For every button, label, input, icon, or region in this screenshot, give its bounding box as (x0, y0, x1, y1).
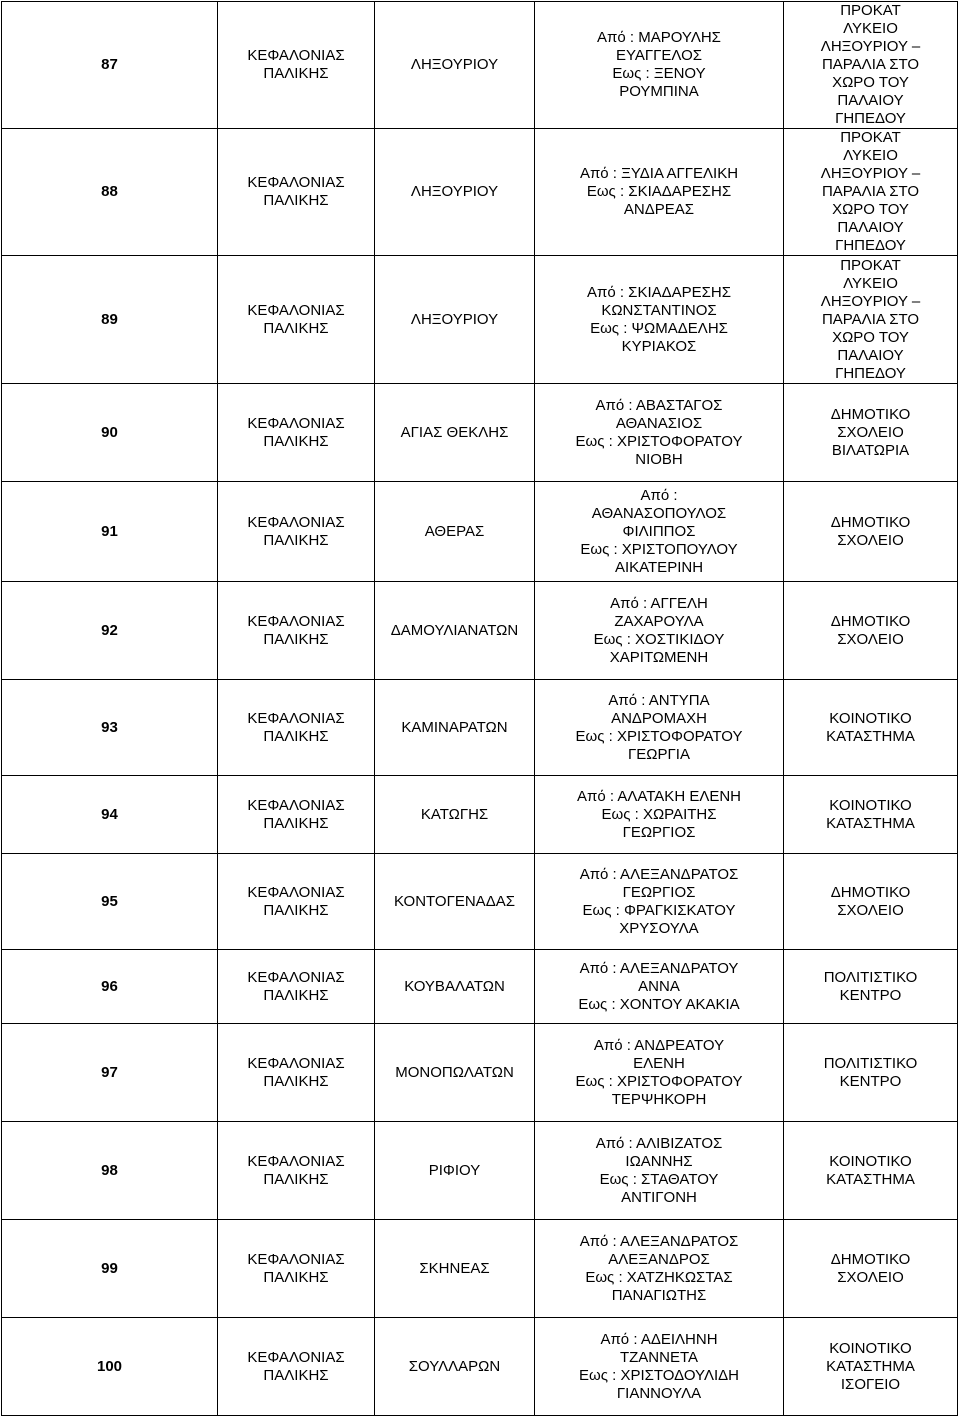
row-number: 91 (2, 482, 218, 582)
region-cell-line: ΚΕΦΑΛΟΝΙΑΣ (247, 709, 345, 727)
persons-cell-line: Εως : ΧΡΙΣΤΟΦΟΡΑΤΟΥ (575, 432, 743, 450)
table-row (2, 482, 958, 582)
location-cell-line: ΙΣΟΓΕΙΟ (840, 1375, 901, 1393)
location-cell-line: ΔΗΜΟΤΙΚΟ (830, 612, 911, 630)
location-cell-line: ΣΧΟΛΕΙΟ (837, 1268, 904, 1286)
area-cell (375, 1318, 535, 1416)
row-number: 96 (2, 950, 218, 1024)
area-cell (375, 776, 535, 854)
persons-cell-line: Εως : ΧΑΤΖΗΚΩΣΤΑΣ (585, 1268, 733, 1286)
location-cell (784, 1318, 958, 1416)
region-cell (218, 1024, 375, 1122)
region-cell (218, 482, 375, 582)
persons-cell-line: Από : ΜΑΡΟΥΛΗΣ (597, 29, 721, 46)
area-cell (375, 582, 535, 680)
location-cell (784, 482, 958, 582)
persons-cell-line: Εως : ΧΡΙΣΤΟΦΟΡΑΤΟΥ (575, 1072, 743, 1090)
location-cell (784, 582, 958, 680)
location-cell-line: ΧΩΡΟ ΤΟΥ (832, 74, 909, 91)
persons-cell-line: Από : ΑΛΕΞΑΝΔΡΑΤΟΥ (579, 959, 739, 977)
location-cell-line: ΓΗΠΕΔΟΥ (835, 110, 906, 127)
location-cell-line: ΣΧΟΛΕΙΟ (837, 531, 904, 549)
row-number: 94 (2, 776, 218, 854)
persons-cell-line: Από : ΑΛΑΤΑΚΗ ΕΛΕΝΗ (576, 787, 742, 805)
location-cell (784, 854, 958, 950)
area-cell-line: ΔΑΜΟΥΛΙΑΝΑΤΩΝ (390, 621, 519, 639)
location-cell-line: ΠΟΛΙΤΙΣΤΙΚΟ (823, 1054, 918, 1072)
persons-cell (535, 1122, 784, 1220)
area-cell (375, 1220, 535, 1318)
location-cell-line: ΧΩΡΟ ΤΟΥ (832, 201, 909, 218)
location-cell-line: ΛΥΚΕΙΟ (843, 147, 898, 164)
region-cell (218, 2, 375, 129)
persons-cell-line: ΚΥΡΙΑΚΟΣ (621, 337, 697, 355)
persons-cell-line: Εως : ΞΕΝΟΥ (612, 65, 706, 82)
row-number: 88 (2, 129, 218, 256)
region-cell (218, 776, 375, 854)
region-cell-line: ΚΕΦΑΛΟΝΙΑΣ (247, 174, 345, 191)
persons-cell (535, 680, 784, 776)
region-cell-line: ΠΑΛΙΚΗΣ (263, 1268, 329, 1286)
table-row (2, 582, 958, 680)
region-cell (218, 854, 375, 950)
location-cell-line: ΠΑΡΑΛΙΑ ΣΤΟ (821, 56, 920, 73)
region-cell-line: ΚΕΦΑΛΟΝΙΑΣ (247, 47, 345, 64)
table-row (2, 1024, 958, 1122)
persons-cell-line: ΤΕΡΨΗΚΟΡΗ (611, 1090, 707, 1108)
area-cell-line: ΛΗΞΟΥΡΙΟΥ (410, 310, 499, 328)
location-cell-line: ΚΑΤΑΣΤΗΜΑ (826, 1357, 915, 1375)
persons-cell-line: Από : ΑΓΓΕΛΗ (610, 594, 708, 612)
row-number: 89 (2, 256, 218, 384)
area-cell-line: ΑΘΕΡΑΣ (424, 522, 485, 540)
persons-cell-line: Από : ΞΥΔΙΑ ΑΓΓΕΛΙΚΗ (579, 165, 739, 182)
area-cell-line: ΛΗΞΟΥΡΙΟΥ (410, 56, 499, 73)
region-cell-line: ΠΑΛΙΚΗΣ (263, 986, 329, 1004)
area-cell-line: ΜΟΝΟΠΩΛΑΤΩΝ (395, 1063, 514, 1081)
region-cell-line: ΚΕΦΑΛΟΝΙΑΣ (247, 1054, 345, 1072)
row-number: 90 (2, 384, 218, 482)
area-cell (375, 2, 535, 129)
persons-cell (535, 129, 784, 256)
location-cell-line: ΠΑΡΑΛΙΑ ΣΤΟ (821, 310, 920, 328)
persons-cell-line: Εως : ΧΡΙΣΤΟΔΟΥΛΙΔΗ (579, 1366, 739, 1384)
region-cell-line: ΠΑΛΙΚΗΣ (263, 630, 329, 648)
location-cell (784, 129, 958, 256)
location-cell-line: ΔΗΜΟΤΙΚΟ (830, 1250, 911, 1268)
table-row (2, 950, 958, 1024)
location-cell-line: ΠΡΟΚΑΤ (840, 129, 901, 146)
location-cell-line: ΛΗΞΟΥΡΙΟΥ – (820, 292, 921, 310)
row-number: 98 (2, 1122, 218, 1220)
location-cell-line: ΔΗΜΟΤΙΚΟ (830, 883, 911, 901)
location-cell (784, 950, 958, 1024)
persons-cell-line: Από : ΑΒΑΣΤΑΓΟΣ (595, 396, 723, 414)
location-cell-line: ΠΑΛΑΙΟΥ (837, 346, 904, 364)
region-cell-line: ΠΑΛΙΚΗΣ (263, 1366, 329, 1384)
persons-cell-line: ΠΑΝΑΓΙΩΤΗΣ (611, 1286, 707, 1304)
persons-cell-line: ΕΛΕΝΗ (633, 1054, 685, 1072)
persons-cell (535, 1024, 784, 1122)
persons-cell-line: ΓΕΩΡΓΙΟΣ (622, 823, 696, 841)
location-cell-line: ΚΟΙΝΟΤΙΚΟ (829, 1339, 912, 1357)
location-cell-line: ΚΕΝΤΡΟ (839, 986, 902, 1004)
region-cell (218, 1318, 375, 1416)
persons-cell (535, 384, 784, 482)
table-row (2, 1220, 958, 1318)
persons-cell-line: Από : ΑΔΕΙΛΗΝΗ (600, 1330, 718, 1348)
persons-cell-line: ΑΘΑΝΑΣΙΟΣ (615, 414, 703, 432)
area-cell (375, 384, 535, 482)
persons-cell-line: ΑΘΑΝΑΣΟΠΟΥΛΟΣ (591, 504, 727, 522)
region-cell-line: ΠΑΛΙΚΗΣ (263, 1072, 329, 1090)
location-cell (784, 384, 958, 482)
location-cell-line: ΛΗΞΟΥΡΙΟΥ – (820, 38, 921, 55)
region-cell-line: ΚΕΦΑΛΟΝΙΑΣ (247, 1348, 345, 1366)
location-cell-line: ΚΑΤΑΣΤΗΜΑ (826, 814, 915, 832)
persons-cell (535, 854, 784, 950)
table-row (2, 680, 958, 776)
region-cell (218, 582, 375, 680)
area-cell-line: ΚΟΝΤΟΓΕΝΑΔΑΣ (393, 892, 515, 910)
location-cell-line: ΧΩΡΟ ΤΟΥ (832, 328, 909, 346)
polling-stations-table (1, 1, 958, 1416)
table-row (2, 776, 958, 854)
persons-cell-line: ΝΙΟΒΗ (635, 450, 683, 468)
location-cell-line: ΠΑΡΑΛΙΑ ΣΤΟ (821, 183, 920, 200)
location-cell-line: ΠΡΟΚΑΤ (840, 256, 901, 274)
region-cell (218, 384, 375, 482)
region-cell (218, 680, 375, 776)
row-number: 99 (2, 1220, 218, 1318)
persons-cell-line: Εως : ΧΡΙΣΤΟΦΟΡΑΤΟΥ (575, 727, 743, 745)
location-cell (784, 680, 958, 776)
region-cell-line: ΚΕΦΑΛΟΝΙΑΣ (247, 513, 345, 531)
region-cell (218, 1122, 375, 1220)
persons-cell-line: ΑΝΔΡΕΑΣ (623, 201, 695, 218)
region-cell-line: ΚΕΦΑΛΟΝΙΑΣ (247, 1152, 345, 1170)
area-cell (375, 950, 535, 1024)
location-cell-line: ΛΗΞΟΥΡΙΟΥ – (820, 165, 921, 182)
location-cell (784, 1122, 958, 1220)
region-cell-line: ΚΕΦΑΛΟΝΙΑΣ (247, 883, 345, 901)
location-cell (784, 1024, 958, 1122)
row-number: 92 (2, 582, 218, 680)
persons-cell-line: Εως : ΦΡΑΓΚΙΣΚΑΤΟΥ (582, 901, 736, 919)
row-number: 97 (2, 1024, 218, 1122)
persons-cell-line: ΑΝΤΙΓΟΝΗ (621, 1188, 697, 1206)
location-cell-line: ΚΟΙΝΟΤΙΚΟ (829, 709, 912, 727)
area-cell (375, 854, 535, 950)
table-row (2, 854, 958, 950)
persons-cell (535, 776, 784, 854)
persons-cell-line: ΑΝΝΑ (638, 977, 680, 995)
location-cell (784, 256, 958, 384)
persons-cell (535, 950, 784, 1024)
area-cell-line: ΚΟΥΒΑΛΑΤΩΝ (404, 977, 505, 995)
region-cell-line: ΠΑΛΙΚΗΣ (263, 1170, 329, 1188)
region-cell (218, 256, 375, 384)
region-cell-line: ΠΑΛΙΚΗΣ (263, 901, 329, 919)
persons-cell-line: Από : (640, 486, 678, 504)
region-cell-line: ΠΑΛΙΚΗΣ (263, 432, 329, 450)
persons-cell-line: Εως : ΧΩΡΑΙΤΗΣ (601, 805, 717, 823)
area-cell-line: ΚΑΜΙΝΑΡΑΤΩΝ (401, 718, 508, 736)
persons-cell-line: ΕΥΑΓΓΕΛΟΣ (615, 47, 703, 64)
region-cell (218, 129, 375, 256)
persons-cell (535, 1220, 784, 1318)
area-cell (375, 129, 535, 256)
persons-cell-line: ΑΙΚΑΤΕΡΙΝΗ (614, 558, 704, 576)
row-number: 100 (2, 1318, 218, 1416)
location-cell-line: ΛΥΚΕΙΟ (843, 20, 898, 37)
persons-cell (535, 256, 784, 384)
area-cell-line: ΣΟΥΛΛΑΡΩΝ (408, 1357, 501, 1375)
table-row (2, 129, 958, 256)
persons-cell-line: Από : ΑΛΕΞΑΝΔΡΑΤΟΣ (579, 1232, 739, 1250)
persons-cell-line: ΧΑΡΙΤΩΜΕΝΗ (609, 648, 709, 666)
persons-cell (535, 1318, 784, 1416)
location-cell-line: ΔΗΜΟΤΙΚΟ (830, 405, 911, 423)
persons-cell-line: Από : ΑΝΔΡΕΑΤΟΥ (593, 1036, 725, 1054)
region-cell-line: ΚΕΦΑΛΟΝΙΑΣ (247, 796, 345, 814)
region-cell-line: ΠΑΛΙΚΗΣ (263, 531, 329, 549)
location-cell (784, 776, 958, 854)
persons-cell-line: ΚΩΝΣΤΑΝΤΙΝΟΣ (601, 301, 717, 319)
region-cell-line: ΠΑΛΙΚΗΣ (263, 814, 329, 832)
area-cell (375, 680, 535, 776)
location-cell-line: ΚΟΙΝΟΤΙΚΟ (829, 1152, 912, 1170)
location-cell-line: ΒΙΛΑΤΩΡΙΑ (831, 441, 910, 459)
persons-cell-line: Εως : ΨΩΜΑΔΕΛΗΣ (590, 319, 728, 337)
location-cell (784, 1220, 958, 1318)
area-cell (375, 256, 535, 384)
persons-cell (535, 582, 784, 680)
region-cell-line: ΠΑΛΙΚΗΣ (263, 727, 329, 745)
location-cell-line: ΣΧΟΛΕΙΟ (837, 630, 904, 648)
location-cell-line: ΣΧΟΛΕΙΟ (837, 901, 904, 919)
location-cell (784, 2, 958, 129)
persons-cell-line: ΤΖΑΝΝΕΤΑ (619, 1348, 699, 1366)
persons-cell-line: ΑΝΔΡΟΜΑΧΗ (611, 709, 707, 727)
persons-cell-line: Εως : ΧΟΝΤΟΥ ΑΚΑΚΙΑ (578, 995, 740, 1013)
location-cell-line: ΓΗΠΕΔΟΥ (835, 237, 906, 254)
row-number: 87 (2, 2, 218, 129)
area-cell (375, 1024, 535, 1122)
persons-cell-line: ΦΙΛΙΠΠΟΣ (622, 522, 696, 540)
region-cell (218, 1220, 375, 1318)
region-cell-line: ΠΑΛΙΚΗΣ (263, 319, 329, 337)
row-number: 95 (2, 854, 218, 950)
area-cell (375, 1122, 535, 1220)
location-cell-line: ΚΑΤΑΣΤΗΜΑ (826, 727, 915, 745)
table-row (2, 384, 958, 482)
persons-cell-line: Από : ΑΝΤΥΠΑ (608, 691, 710, 709)
region-cell-line: ΠΑΛΙΚΗΣ (263, 65, 329, 82)
location-cell-line: ΠΑΛΑΙΟΥ (837, 92, 904, 109)
table-row (2, 2, 958, 129)
persons-cell-line: ΑΛΕΞΑΝΔΡΟΣ (608, 1250, 710, 1268)
persons-cell (535, 2, 784, 129)
persons-cell (535, 482, 784, 582)
location-cell-line: ΠΑΛΑΙΟΥ (837, 219, 904, 236)
location-cell-line: ΣΧΟΛΕΙΟ (837, 423, 904, 441)
location-cell-line: ΠΟΛΙΤΙΣΤΙΚΟ (823, 968, 918, 986)
region-cell-line: ΚΕΦΑΛΟΝΙΑΣ (247, 414, 345, 432)
location-cell-line: ΚΕΝΤΡΟ (839, 1072, 902, 1090)
persons-cell-line: Από : ΑΛΕΞΑΝΔΡΑΤΟΣ (579, 865, 739, 883)
location-cell-line: ΚΟΙΝΟΤΙΚΟ (829, 796, 912, 814)
location-cell-line: ΚΑΤΑΣΤΗΜΑ (826, 1170, 915, 1188)
region-cell-line: ΚΕΦΑΛΟΝΙΑΣ (247, 968, 345, 986)
area-cell-line: ΛΗΞΟΥΡΙΟΥ (410, 183, 499, 200)
region-cell-line: ΚΕΦΑΛΟΝΙΑΣ (247, 301, 345, 319)
region-cell-line: ΚΕΦΑΛΟΝΙΑΣ (247, 612, 345, 630)
persons-cell-line: ΓΕΩΡΓΙΑ (628, 745, 690, 763)
persons-cell-line: Εως : ΣΤΑΘΑΤΟΥ (599, 1170, 719, 1188)
persons-cell-line: ΡΟΥΜΠΙΝΑ (619, 83, 699, 100)
area-cell-line: ΡΙΦΙΟΥ (428, 1161, 481, 1179)
row-number: 93 (2, 680, 218, 776)
location-cell-line: ΠΡΟΚΑΤ (840, 2, 901, 19)
location-cell-line: ΓΗΠΕΔΟΥ (835, 364, 906, 382)
area-cell-line: ΣΚΗΝΕΑΣ (419, 1259, 490, 1277)
table-row (2, 256, 958, 384)
persons-cell-line: ΙΩΑΝΝΗΣ (625, 1152, 693, 1170)
persons-cell-line: Εως : ΧΟΣΤΙΚΙΔΟΥ (593, 630, 725, 648)
persons-cell-line: Εως : ΧΡΙΣΤΟΠΟΥΛΟΥ (580, 540, 738, 558)
persons-cell-line: ΖΑΧΑΡΟΥΛΑ (614, 612, 704, 630)
persons-cell-line: Από : ΑΛΙΒΙΖΑΤΟΣ (595, 1134, 723, 1152)
area-cell (375, 482, 535, 582)
persons-cell-line: ΧΡΥΣΟΥΛΑ (619, 919, 699, 937)
persons-cell-line: ΓΕΩΡΓΙΟΣ (622, 883, 696, 901)
location-cell-line: ΔΗΜΟΤΙΚΟ (830, 513, 911, 531)
region-cell (218, 950, 375, 1024)
region-cell-line: ΚΕΦΑΛΟΝΙΑΣ (247, 1250, 345, 1268)
area-cell-line: ΑΓΙΑΣ ΘΕΚΛΗΣ (400, 423, 509, 441)
area-cell-line: ΚΑΤΩΓΗΣ (420, 805, 489, 823)
location-cell-line: ΛΥΚΕΙΟ (843, 274, 898, 292)
persons-cell-line: ΓΙΑΝΝΟΥΛΑ (616, 1384, 702, 1402)
persons-cell-line: Εως : ΣΚΙΑΔΑΡΕΣΗΣ (586, 183, 732, 200)
table-row (2, 1318, 958, 1416)
table-row (2, 1122, 958, 1220)
persons-cell-line: Από : ΣΚΙΑΔΑΡΕΣΗΣ (586, 283, 732, 301)
region-cell-line: ΠΑΛΙΚΗΣ (263, 192, 329, 209)
